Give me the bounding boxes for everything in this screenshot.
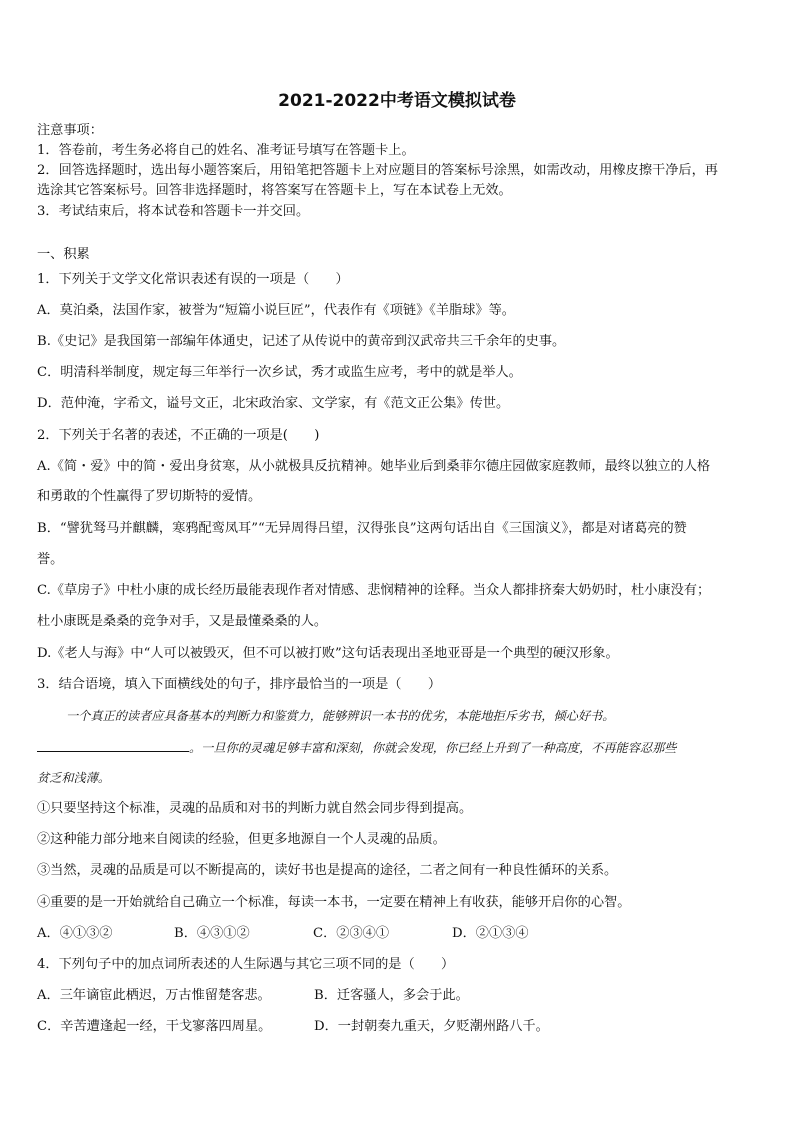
- q3-passage-line-2: [37, 738, 677, 757]
- q2-option-a: A.《简・爱》中的简・爱出身贫寒，从小就极具反抗精神。她毕业后到桑菲尔德庄园做家庭教师，最终以独立的人格: [37, 459, 711, 474]
- q4-option-a: A．三年谪宦此栖迟，万古惟留楚客悲。: [37, 988, 271, 1003]
- q3-sentence-3: ③当然，灵魂的品质是可以不断提高的，读好书也是提高的途径，二者之间有一种良性循环的关系。: [37, 863, 618, 878]
- q2-option-a-cont: 和勇敢的个性赢得了罗切斯特的爱情。: [37, 489, 262, 504]
- q2-option-c: C.《草房子》中杜小康的成长经历最能表现作者对情感、悲悯精神的诠释。当众人都排挤秦大奶奶时，杜小康没有；: [37, 583, 711, 598]
- q2-option-b-cont: 誉。: [37, 552, 64, 567]
- q4-option-b: B．迁客骚人，多会于此。: [314, 988, 469, 1003]
- q2-option-b: B．“譬犹驽马并麒麟，寒鸦配鸾凤耳”“无异周得吕望，汉得张良”这两句话出自《三国演义》，都是对诸葛亮的赞: [37, 521, 687, 536]
- page-title: 2021-2022中考语文模拟试卷: [278, 91, 516, 111]
- q3-option-c: C．②③④①: [313, 926, 390, 941]
- q3-sentence-1: ①只要坚持这个标准，灵魂的品质和对书的判断力就自然会同步得到提高。: [37, 801, 473, 816]
- q3-option-b: B．④③①②: [174, 926, 250, 941]
- q1-option-c: C．明清科举制度，规定每三年举行一次乡试，秀才或监生应考，考中的就是举人。: [37, 365, 522, 380]
- q3-passage-line-1: 一个真正的读者应具备基本的判断力和鉴赏力，能够辨识一本书的优劣，本能地拒斥劣书，倾心好书。: [66, 709, 615, 723]
- q3-options: [37, 925, 529, 943]
- q1-option-d: D．范仲淹，字希文，谥号文正，北宋政治家、文学家，有《范文正公集》传世。: [37, 396, 510, 411]
- section-heading: 一、积累: [37, 247, 90, 262]
- notice-heading: 注意事项：: [37, 123, 103, 138]
- q3-option-a: A．④①③②: [37, 926, 113, 941]
- q1-option-a: A．莫泊桑，法国作家，被誉为“短篇小说巨匠”，代表作有《项链》《羊脂球》等。: [37, 303, 515, 318]
- q1-option-b: B.《史记》是我国第一部编年体通史，记述了从传说中的黄帝到汉武帝共三千余年的史事。: [37, 334, 566, 349]
- q3-passage-line-2-text: 。一旦你的灵魂足够丰富和深刻，你就会发现，你已经上升到了一种高度，不再能容忍那些: [189, 741, 677, 755]
- q3-sentence-2: ②这种能力部分地来自阅读的经验，但更多地源自一个人灵魂的品质。: [37, 832, 446, 847]
- q3-sentence-4: ④重要的是一开始就给自己确立一个标准，每读一本书，一定要在精神上有收获，能够开启你的心智。: [37, 895, 631, 910]
- q2-option-d: D.《老人与海》中“人可以被毁灭，但不可以被打败”这句话表现出圣地亚哥是一个典型的硬汉形象。: [37, 646, 619, 661]
- q4-stem: 4．下列句子中的加点词所表述的人生际遇与其它三项不同的是（ ）: [37, 957, 455, 972]
- q2-option-c-cont: 杜小康既是桑桑的竞争对手，又是最懂桑桑的人。: [37, 614, 328, 629]
- q2-stem: 2．下列关于名著的表述，不正确的一项是( ): [37, 428, 320, 443]
- q1-stem: 1．下列关于文学文化常识表述有误的一项是（ ）: [37, 272, 349, 287]
- notice-item-3: 3．考试结束后，将本试卷和答题卡一并交回。: [37, 204, 310, 219]
- answer-blank[interactable]: [37, 738, 189, 752]
- q3-stem: 3．结合语境，填入下面横线处的句子，排序最恰当的一项是（ ）: [37, 677, 442, 692]
- notice-item-1: 1．答卷前，考生务必将自己的姓名、准考证号填写在答题卡上。: [37, 143, 415, 158]
- q3-passage-line-3: 贫乏和浅薄。: [37, 771, 111, 785]
- notice-item-2-cont: 选涂其它答案标号。回答非选择题时，将答案写在答题卡上，写在本试卷上无效。: [37, 183, 512, 198]
- q4-option-d: D．一封朝奏九重天，夕贬潮州路八千。: [314, 1019, 549, 1034]
- q4-option-c: C．辛苦遭逢起一经，干戈寥落四周星。: [37, 1019, 272, 1034]
- notice-item-2: 2．回答选择题时，选出每小题答案后，用铅笔把答题卡上对应题目的答案标号涂黑，如需改动，用橡皮擦干净后，再: [37, 163, 718, 178]
- q3-option-d: D．②①③④: [452, 926, 529, 941]
